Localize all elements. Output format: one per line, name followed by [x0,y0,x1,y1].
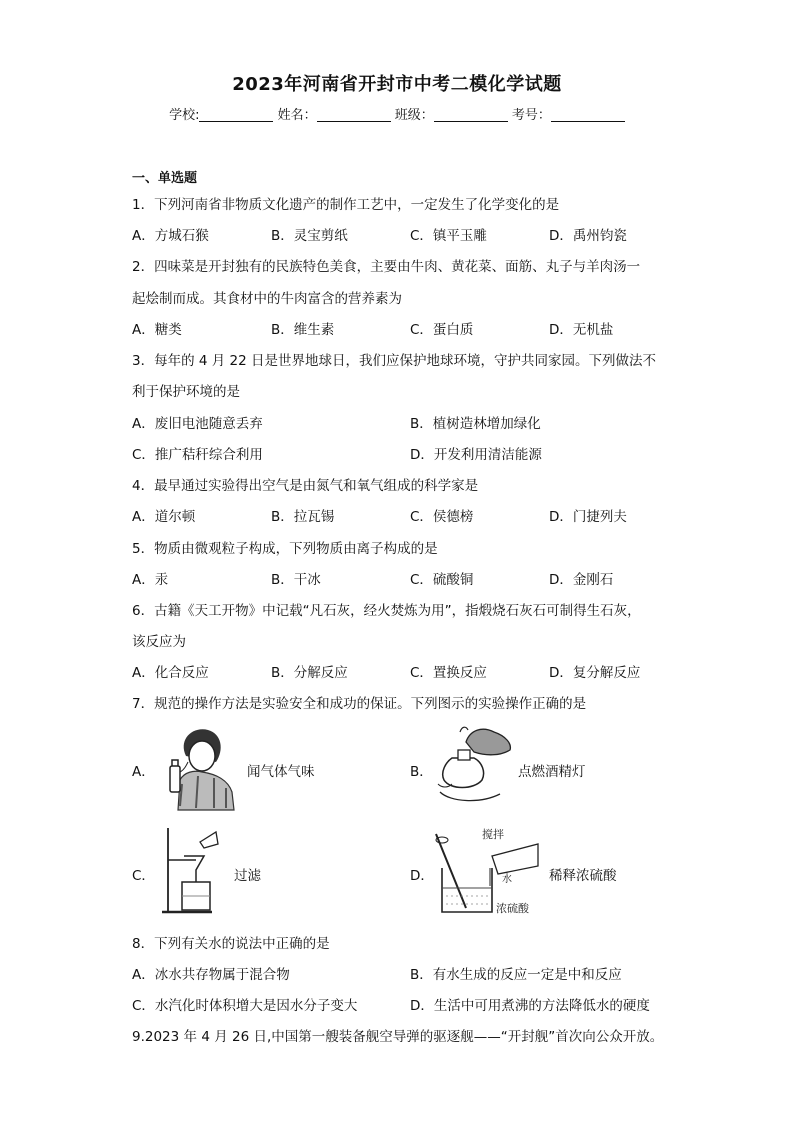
q7-stem: 7．规范的操作方法是实验安全和成功的保证。下列图示的实验操作正确的是 [132,696,587,712]
alcohol-lamp-figure [430,722,518,812]
q8-option-c: C．水汽化时体积增大是因水分子变大 [132,998,358,1014]
q2-stem-line2: 起烩制而成。其食材中的牛肉富含的营养素为 [132,291,402,307]
q3-option-a: A．废旧电池随意丢弃 [132,416,263,432]
q6-stem-line2: 该反应为 [132,634,186,650]
name-label: 姓名： [277,108,317,123]
q8-option-d: D．生活中可用煮沸的方法降低水的硬度 [410,998,650,1014]
q7-option-d-caption: 稀释浓硫酸 [549,868,617,884]
student-info-row [0,104,794,123]
flame-shape [460,727,468,732]
class-blank[interactable] [434,107,508,122]
q7-option-b-letter: B． [410,764,433,780]
q6-option-a: A．化合反应 [132,665,209,681]
q1-stem: 1．下列河南省非物质文化遗产的制作工艺中，一定发生了化学变化的是 [132,197,560,213]
q6-option-b: B．分解反应 [271,665,348,681]
q1-option-a: A．方城石猴 [132,228,209,244]
q4-option-a: A．道尔顿 [132,509,196,525]
acid-label: 浓硫酸 [496,902,529,915]
q1-option-d: D．禹州钧瓷 [549,228,627,244]
q9-stem: 9.2023 年 4 月 26 日,中国第一艘装备舰空导弹的驱逐舰——“开封舰”首次向公众开放。 [132,1029,664,1045]
exam-no-label: 考号： [511,108,551,123]
bottle-neck [172,760,178,766]
q3-option-b: B．植树造林增加绿化 [410,416,541,432]
lamp-body [443,758,484,788]
q8-stem: 8．下列有关水的说法中正确的是 [132,936,330,952]
water-label: 水 [502,874,512,885]
q2-option-d: D．无机盐 [549,322,614,338]
lamp-neck [458,750,470,760]
q5-option-b: B．干冰 [271,572,321,588]
q2-stem-line1: 2．四味菜是开封独有的民族特色美食，主要由牛肉、黄花菜、面筋、丸子与羊肉汤一 [132,259,641,275]
hand-shape [466,729,510,755]
gas-bottle [170,766,180,792]
q4-stem: 4．最早通过实验得出空气是由氮气和氧气组成的科学家是 [132,478,479,494]
q5-option-c: C．硫酸铜 [410,572,474,588]
class-label: 班级： [394,108,434,123]
face-shape [189,741,215,771]
q8-option-a: A．冰水共存物属于混合物 [132,967,290,983]
q8-option-b: B．有水生成的反应一定是中和反应 [410,967,622,983]
name-blank[interactable] [317,107,391,122]
school-label: 学校: [169,108,200,123]
pouring-beaker [200,832,218,848]
q6-option-c: C．置换反应 [410,665,487,681]
hand-lines [440,792,500,801]
dilution-figure [432,826,542,918]
q5-option-a: A．汞 [132,572,169,588]
q3-stem-line2: 利于保护环境的是 [132,384,240,400]
q4-option-c: C．侯德榜 [410,509,474,525]
q1-option-c: C．镇平玉雕 [410,228,487,244]
q7-option-c-caption: 过滤 [234,868,261,884]
q4-option-b: B．拉瓦锡 [271,509,335,525]
school-blank[interactable] [199,107,273,122]
q5-option-d: D．金刚石 [549,572,614,588]
q4-option-d: D．门捷列夫 [549,509,627,525]
liquid-texture [446,896,488,904]
section-title: 一、单选题 [132,171,198,186]
q3-option-d: D．开发利用清洁能源 [410,447,542,463]
filtration-figure [160,824,220,916]
q3-stem-line1: 3．每年的 4 月 22 日是世界地球日，我们应保护地球环境，守护共同家园。下列做法不 [132,353,657,369]
page-title: 2023年河南省开封市中考二模化学试题 [232,74,562,95]
q2-option-a: A．糖类 [132,322,182,338]
hand-fan [180,762,188,772]
q1-option-b: B．灵宝剪纸 [271,228,348,244]
smell-gas-figure [158,722,238,812]
exam-no-blank[interactable] [551,107,625,122]
beaker-shape [442,868,492,912]
acid-bottle [492,844,538,874]
q6-option-d: D．复分解反应 [549,665,641,681]
q7-option-d-letter: D． [410,868,434,884]
q3-option-c: C．推广秸秆综合利用 [132,447,263,463]
stir-label: 搅拌 [482,828,504,841]
glass-rod [436,834,466,908]
q7-option-c-letter: C． [132,868,155,884]
q2-option-b: B．维生素 [271,322,335,338]
q5-stem: 5．物质由微观粒子构成，下列物质由离子构成的是 [132,541,438,557]
q7-option-a-caption: 闻气体气味 [247,764,315,780]
q6-stem-line1: 6．古籍《天工开物》中记载“凡石灰，经火焚炼为用”，指煅烧石灰石可制得生石灰， [132,603,641,619]
q2-option-c: C．蛋白质 [410,322,474,338]
q7-option-a-letter: A． [132,764,155,780]
q7-option-b-caption: 点燃酒精灯 [518,764,586,780]
